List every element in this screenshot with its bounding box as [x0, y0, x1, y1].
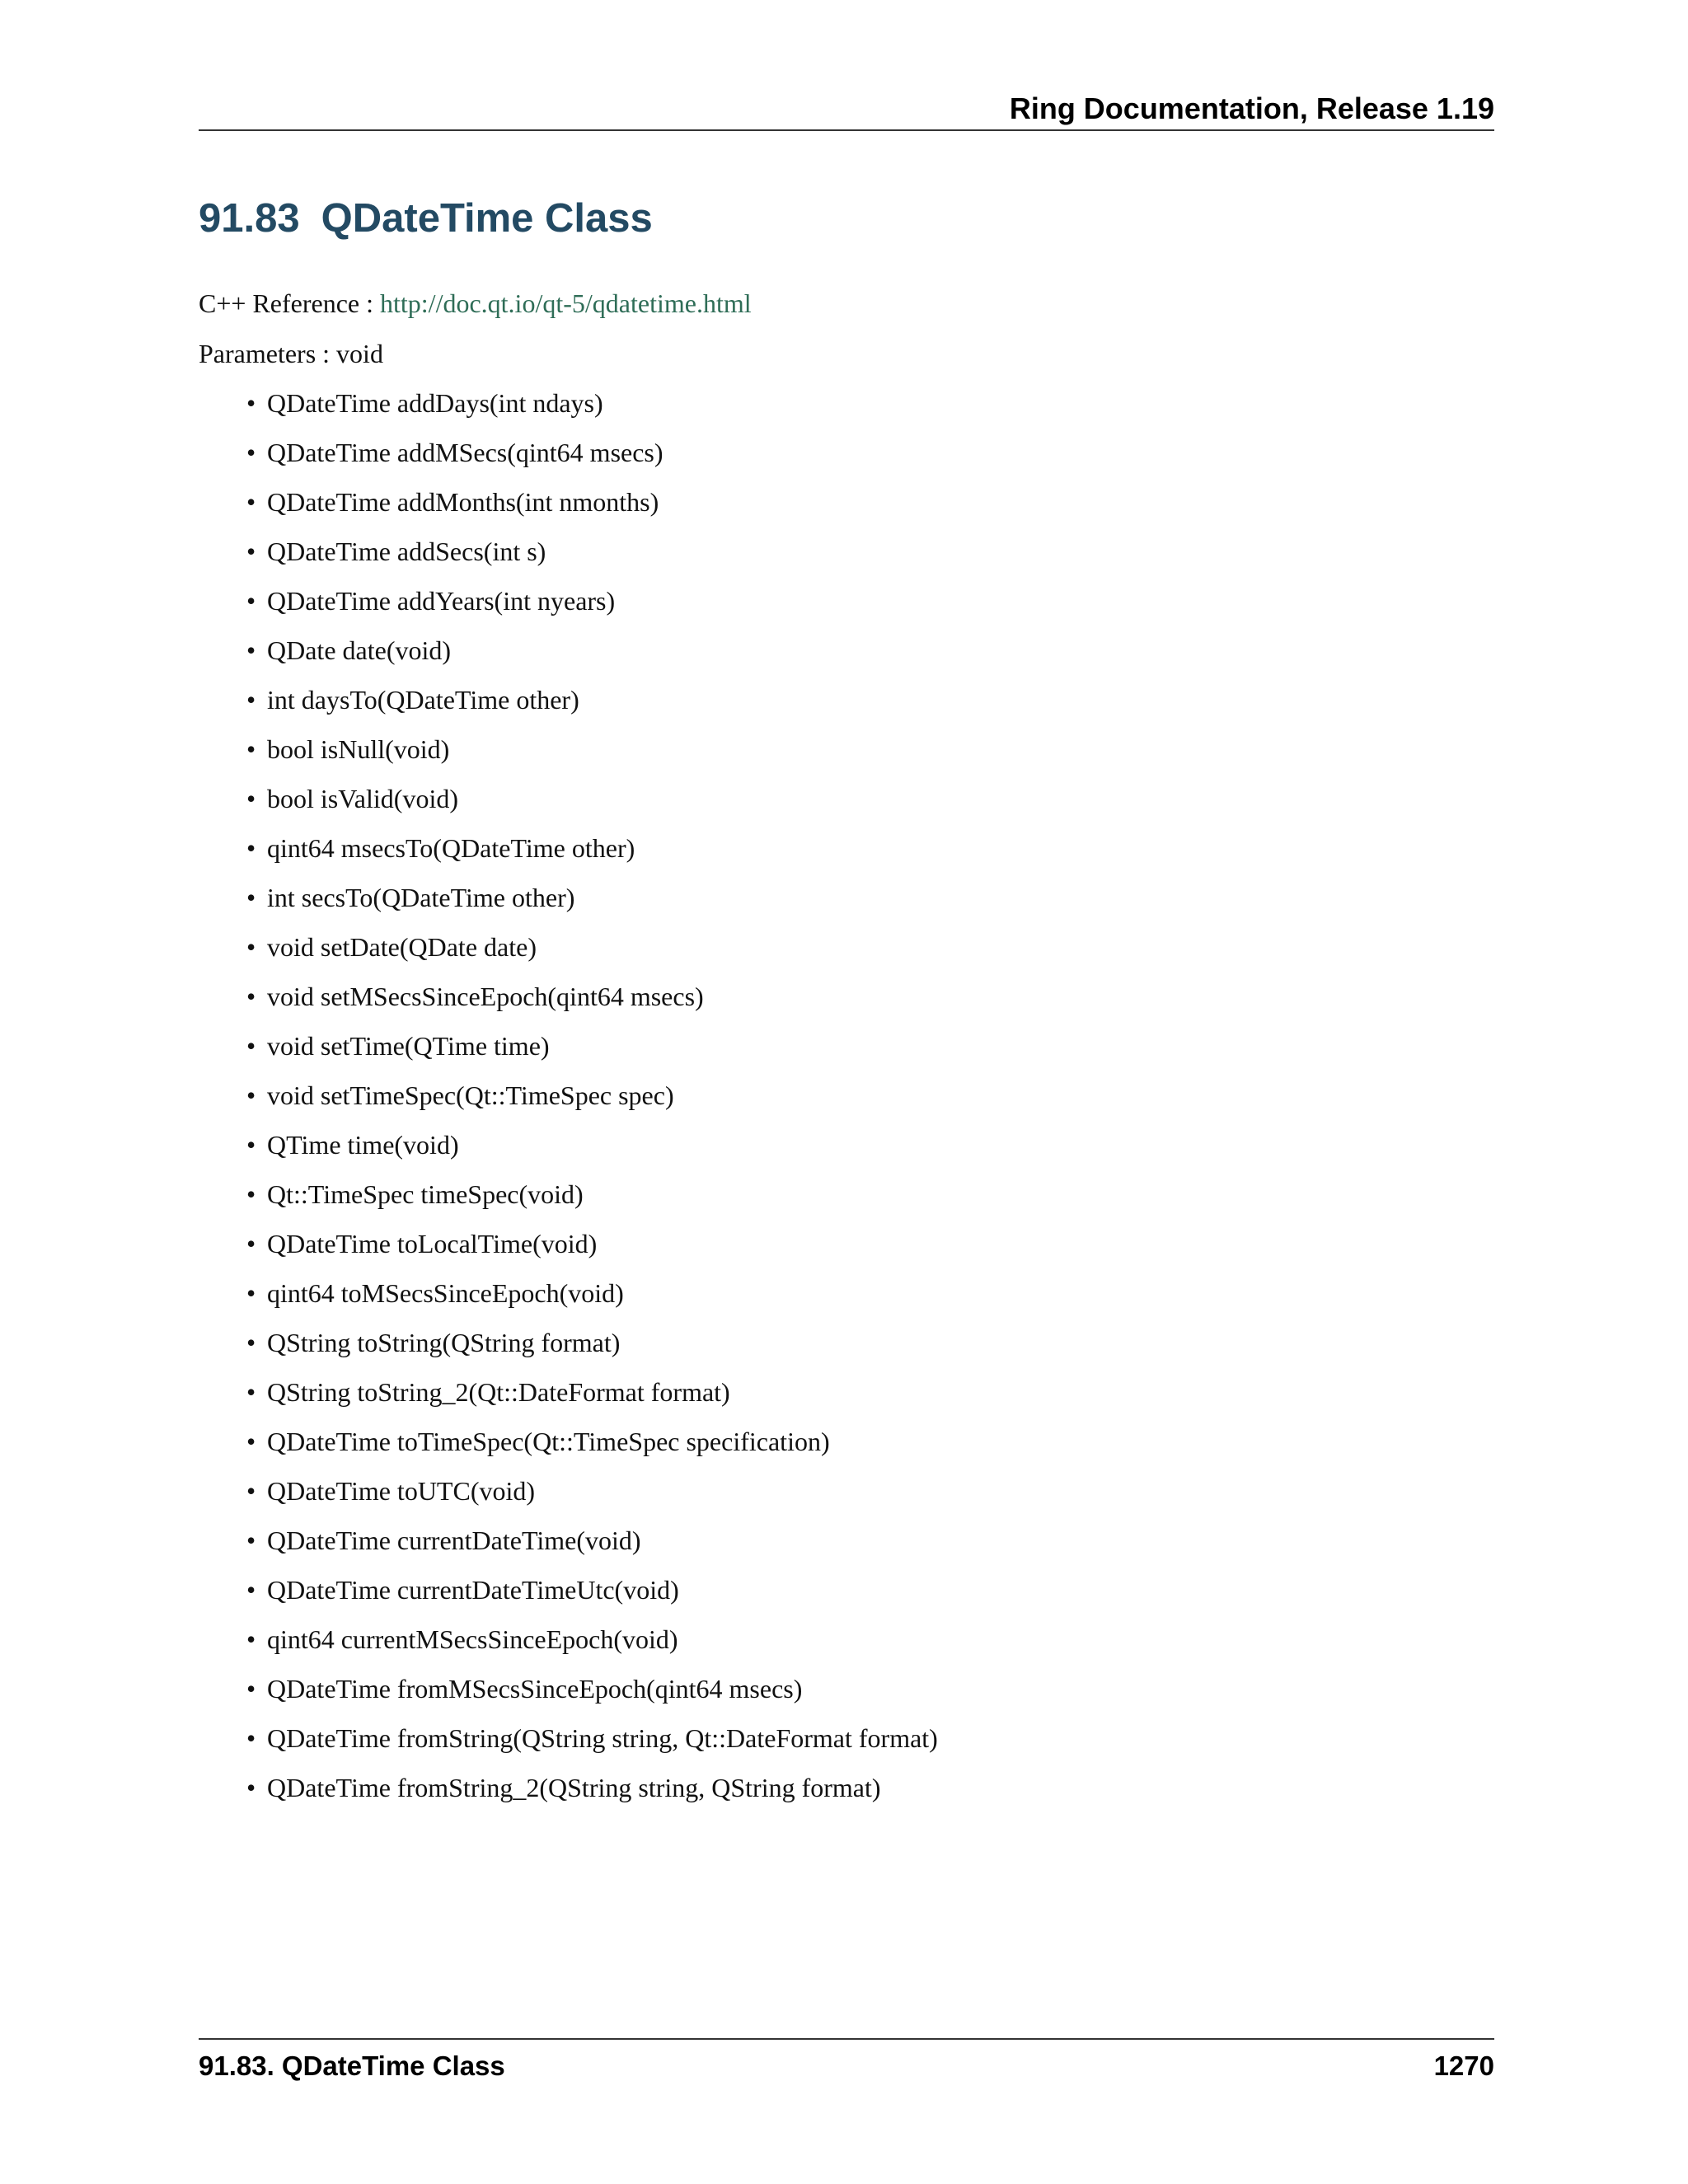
- method-signature: bool isNull(void): [267, 734, 450, 764]
- method-list-item: [199, 1028, 938, 1077]
- method-list-item: [199, 1473, 938, 1522]
- method-list-item: [199, 1275, 938, 1324]
- method-list-item: [199, 1671, 938, 1720]
- bullet-icon: •: [246, 1328, 256, 1357]
- method-signature: QTime time(void): [267, 1130, 459, 1160]
- method-list-item: [199, 682, 938, 731]
- cpp-reference-line: [199, 285, 752, 321]
- method-signature: QDateTime addSecs(int s): [267, 537, 546, 566]
- bullet-icon: •: [246, 1723, 256, 1753]
- bullet-icon: •: [246, 1278, 256, 1308]
- method-list-item: [199, 978, 938, 1028]
- footer-divider: [199, 2038, 1494, 2040]
- bullet-icon: •: [246, 1427, 256, 1456]
- method-signature: bool isValid(void): [267, 784, 458, 813]
- bullet-icon: •: [246, 388, 256, 418]
- bullet-icon: •: [246, 1674, 256, 1704]
- method-signature: QDateTime fromString_2(QString string, QString format): [267, 1773, 881, 1802]
- bullet-icon: •: [246, 1526, 256, 1555]
- method-list: [199, 385, 938, 1819]
- method-signature: qint64 toMSecsSinceEpoch(void): [267, 1278, 624, 1308]
- method-signature: QDateTime currentDateTime(void): [267, 1526, 641, 1555]
- method-signature: QDateTime fromString(QString string, Qt::DateFormat format): [267, 1723, 938, 1753]
- method-signature: QDateTime addMonths(int nmonths): [267, 487, 659, 517]
- method-list-item: [199, 1423, 938, 1473]
- running-header: Ring Documentation, Release 1.19: [1009, 91, 1494, 125]
- method-signature: QDateTime fromMSecsSinceEpoch(qint64 msecs): [267, 1674, 803, 1704]
- bullet-icon: •: [246, 883, 256, 912]
- method-signature: QString toString_2(Qt::DateFormat format): [267, 1377, 730, 1407]
- method-list-item: [199, 1127, 938, 1176]
- bullet-icon: •: [246, 537, 256, 566]
- bullet-icon: •: [246, 1031, 256, 1061]
- method-signature: qint64 msecsTo(QDateTime other): [267, 833, 635, 863]
- method-signature: Qt::TimeSpec timeSpec(void): [267, 1179, 584, 1209]
- method-list-item: [199, 1621, 938, 1671]
- bullet-icon: •: [246, 932, 256, 962]
- parameters-value: void: [336, 339, 383, 368]
- parameters-label: Parameters :: [199, 339, 331, 368]
- bullet-icon: •: [246, 784, 256, 813]
- section-number: 91.83: [199, 196, 300, 241]
- bullet-icon: •: [246, 1179, 256, 1209]
- bullet-icon: •: [246, 982, 256, 1011]
- bullet-icon: •: [246, 635, 256, 665]
- method-signature: void setTimeSpec(Qt::TimeSpec spec): [267, 1080, 674, 1110]
- method-signature: QDate date(void): [267, 635, 452, 665]
- method-signature: QDateTime addDays(int ndays): [267, 388, 603, 418]
- bullet-icon: •: [246, 1575, 256, 1605]
- bullet-icon: •: [246, 1476, 256, 1506]
- bullet-icon: •: [246, 438, 256, 467]
- parameters-line: [199, 335, 383, 372]
- page-number: 1270: [1433, 2050, 1494, 2081]
- bullet-icon: •: [246, 685, 256, 715]
- method-list-item: [199, 1769, 938, 1819]
- method-signature: QDateTime currentDateTimeUtc(void): [267, 1575, 679, 1605]
- method-list-item: [199, 1176, 938, 1226]
- footer-section-label: 91.83. QDateTime Class: [199, 2050, 505, 2081]
- method-signature: QDateTime addMSecs(qint64 msecs): [267, 438, 663, 467]
- section-title: QDateTime Class: [321, 196, 653, 241]
- method-list-item: [199, 1572, 938, 1621]
- header-divider: [199, 129, 1494, 131]
- method-list-item: [199, 385, 938, 434]
- method-signature: qint64 currentMSecsSinceEpoch(void): [267, 1624, 678, 1654]
- method-list-item: [199, 632, 938, 682]
- method-list-item: [199, 780, 938, 830]
- method-signature: void setMSecsSinceEpoch(qint64 msecs): [267, 982, 704, 1011]
- bullet-icon: •: [246, 1080, 256, 1110]
- method-signature: QDateTime toUTC(void): [267, 1476, 536, 1506]
- bullet-icon: •: [246, 833, 256, 863]
- cpp-reference-label: C++ Reference :: [199, 288, 373, 318]
- bullet-icon: •: [246, 1377, 256, 1407]
- method-list-item: [199, 830, 938, 879]
- method-signature: QString toString(QString format): [267, 1328, 621, 1357]
- method-signature: int secsTo(QDateTime other): [267, 883, 575, 912]
- bullet-icon: •: [246, 487, 256, 517]
- method-list-item: [199, 1226, 938, 1275]
- cpp-reference-link[interactable]: http://doc.qt.io/qt-5/qdatetime.html: [380, 288, 752, 318]
- method-list-item: [199, 1522, 938, 1572]
- bullet-icon: •: [246, 1130, 256, 1160]
- method-signature: void setTime(QTime time): [267, 1031, 550, 1061]
- method-list-item: [199, 484, 938, 533]
- method-list-item: [199, 583, 938, 632]
- method-list-item: [199, 1324, 938, 1374]
- bullet-icon: •: [246, 586, 256, 616]
- method-list-item: [199, 1720, 938, 1769]
- method-signature: QDateTime addYears(int nyears): [267, 586, 616, 616]
- section-heading: [199, 192, 653, 245]
- method-signature: int daysTo(QDateTime other): [267, 685, 579, 715]
- bullet-icon: •: [246, 1773, 256, 1802]
- bullet-icon: •: [246, 1229, 256, 1258]
- method-list-item: [199, 929, 938, 978]
- method-signature: QDateTime toLocalTime(void): [267, 1229, 598, 1258]
- method-signature: QDateTime toTimeSpec(Qt::TimeSpec specification): [267, 1427, 830, 1456]
- method-list-item: [199, 1077, 938, 1127]
- method-signature: void setDate(QDate date): [267, 932, 537, 962]
- bullet-icon: •: [246, 734, 256, 764]
- method-list-item: [199, 434, 938, 484]
- method-list-item: [199, 1374, 938, 1423]
- method-list-item: [199, 731, 938, 780]
- bullet-icon: •: [246, 1624, 256, 1654]
- method-list-item: [199, 533, 938, 583]
- method-list-item: [199, 879, 938, 929]
